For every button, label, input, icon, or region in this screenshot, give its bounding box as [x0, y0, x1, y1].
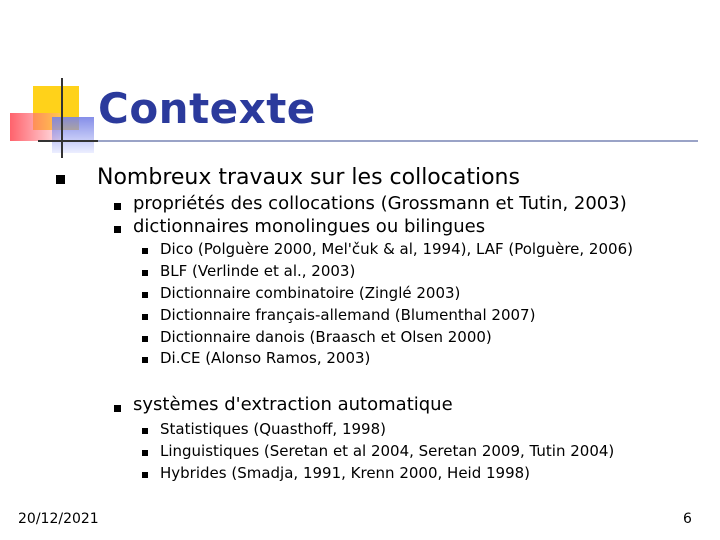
bullet-square-icon: [142, 314, 148, 320]
bullet-level3-text: BLF (Verlinde et al., 2003): [160, 262, 356, 280]
bullet-level3-text: Di.CE (Alonso Ramos, 2003): [160, 349, 371, 367]
bullet-square-icon: [142, 357, 148, 363]
title-divider: [98, 140, 698, 142]
bullet-level3-text: Dictionnaire combinatoire (Zinglé 2003): [160, 284, 461, 302]
bullet-square-icon: [142, 472, 148, 478]
bullet-level2-text: propriétés des collocations (Grossmann et Tutin, 2003): [133, 193, 627, 214]
bullet-square-icon: [142, 450, 148, 456]
bullet-level1-text: Nombreux travaux sur les collocations: [97, 165, 520, 190]
bullet-level3-text: Hybrides (Smadja, 1991, Krenn 2000, Heid 1998): [160, 464, 531, 482]
slide-title: Contexte: [98, 84, 316, 133]
bullet-level3-text: Dictionnaire français-allemand (Blumenthal 2007): [160, 306, 536, 324]
bullet-square-icon: [142, 292, 148, 298]
bullet-level3-text: Dictionnaire danois (Braasch et Olsen 2000): [160, 328, 492, 346]
bullet-square-icon: [114, 203, 121, 210]
bullet-square-icon: [114, 226, 121, 233]
bullet-level3-text: Linguistiques (Seretan et al 2004, Seretan 2009, Tutin 2004): [160, 442, 615, 460]
bullet-square-icon: [142, 248, 148, 254]
logo-vertical-line: [61, 78, 63, 158]
bullet-square-icon: [142, 336, 148, 342]
bullet-level2-text: dictionnaires monolingues ou bilingues: [133, 216, 486, 237]
footer-date: 20/12/2021: [18, 511, 99, 527]
bullet-square-icon: [114, 405, 121, 412]
logo-blue-square: [52, 117, 94, 153]
bullet-level3-text: Statistiques (Quasthoff, 1998): [160, 420, 386, 438]
footer-page-number: 6: [683, 511, 692, 527]
bullet-square-icon: [56, 175, 65, 184]
bullet-level2-text: systèmes d'extraction automatique: [133, 394, 453, 415]
bullet-square-icon: [142, 270, 148, 276]
bullet-level3-text: Dico (Polguère 2000, Mel'čuk & al, 1994), LAF (Polguère, 2006): [160, 240, 633, 258]
bullet-square-icon: [142, 428, 148, 434]
